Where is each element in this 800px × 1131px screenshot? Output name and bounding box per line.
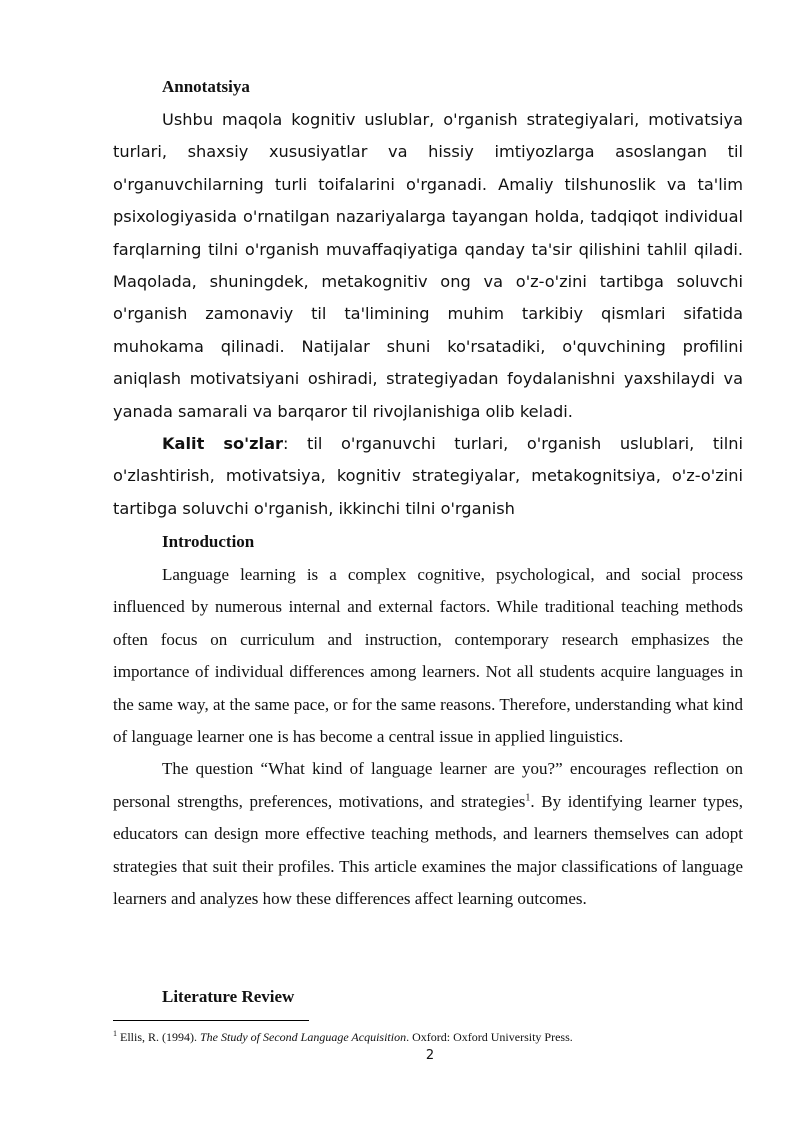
footnote-publisher: . Oxford: Oxford University Press.: [406, 1030, 573, 1044]
introduction-paragraph-2-start: The question “What kind of language learner are you?” encourages reflection on personal strengths, preferences, motivations, and strategies: [113, 759, 743, 811]
introduction-paragraph-2-end: . By identifying learner types, educators can design more effective teaching methods, and learners themselves can adopt strategies that suit their profiles. This article examines the major classifications of language learners and analyzes how these differences affect learning outcomes.: [113, 791, 743, 909]
abstract-heading: Annotatsiya: [162, 77, 250, 96]
footnote-title: The Study of Second Language Acquisition: [200, 1030, 407, 1044]
keywords-text: : til o'rganuvchi turlari, o'rganish uslublari, tilni o'zlashtirish, motivatsiya, kognitiv strategiyalar, metakognitsiya, o'z-o'zini tartibga soluvchi o'rganish, ikkinchi tilni o'rganish: [113, 434, 744, 518]
footnote: [113, 1030, 753, 1045]
abstract-block: [113, 104, 743, 525]
introduction-heading: Introduction: [162, 532, 255, 551]
page-number: 2: [425, 1048, 435, 1063]
introduction-paragraph-2: [113, 753, 743, 915]
footnote-author: Ellis, R. (1994).: [120, 1030, 200, 1044]
keywords-paragraph: [113, 428, 743, 525]
footnote-separator: [113, 1020, 309, 1021]
introduction-paragraph-1: Language learning is a complex cognitive, psychological, and social process influenced by numerous internal and external factors. While traditional teaching methods often focus on curriculum and instruction, contemporary research emphasizes the importance of individual differences among learners. Not all students acquire languages in the same way, at the same pace, or for the same reasons. Therefore, understanding what kind of language learner one is has become a central issue in applied linguistics.: [113, 565, 743, 747]
literature-review-heading: Literature Review: [162, 987, 295, 1006]
footnote-reference: 1: [525, 792, 531, 804]
introduction-block: [113, 559, 743, 915]
footnote-number: 1: [113, 1029, 117, 1038]
keywords-label: Kalit so'zlar: [162, 434, 283, 454]
abstract-paragraph: Ushbu maqola kognitiv uslublar, o'rganish strategiyalari, motivatsiya turlari, shaxsiy xususiyatlar va hissiy imtiyozlarga asoslangan til o'rganuvchilarning turli toifalarini o'rganadi. Amaliy tilshunoslik va ta'lim psixologiyasida o'rnatilgan nazariyalarga tayangan holda, tadqiqot individual farqlarning tilni o'rganish muvaffaqiyatiga qanday ta'sir qilishini tahlil qiladi. Maqolada, shuningdek, metakognitiv ong va o'z-o'zini tartibga soluvchi o'rganish zamonaviy til ta'limining muhim tarkibiy qismlari sifatida muhokama qilinadi. Natijalar shuni ko'rsatadiki, o'quvchining profilini aniqlash motivatsiyani oshiradi, strategiyadan foydalanishni yaxshilaydi va yanada samarali va barqaror til rivojlanishiga olib keladi.: [113, 110, 743, 421]
